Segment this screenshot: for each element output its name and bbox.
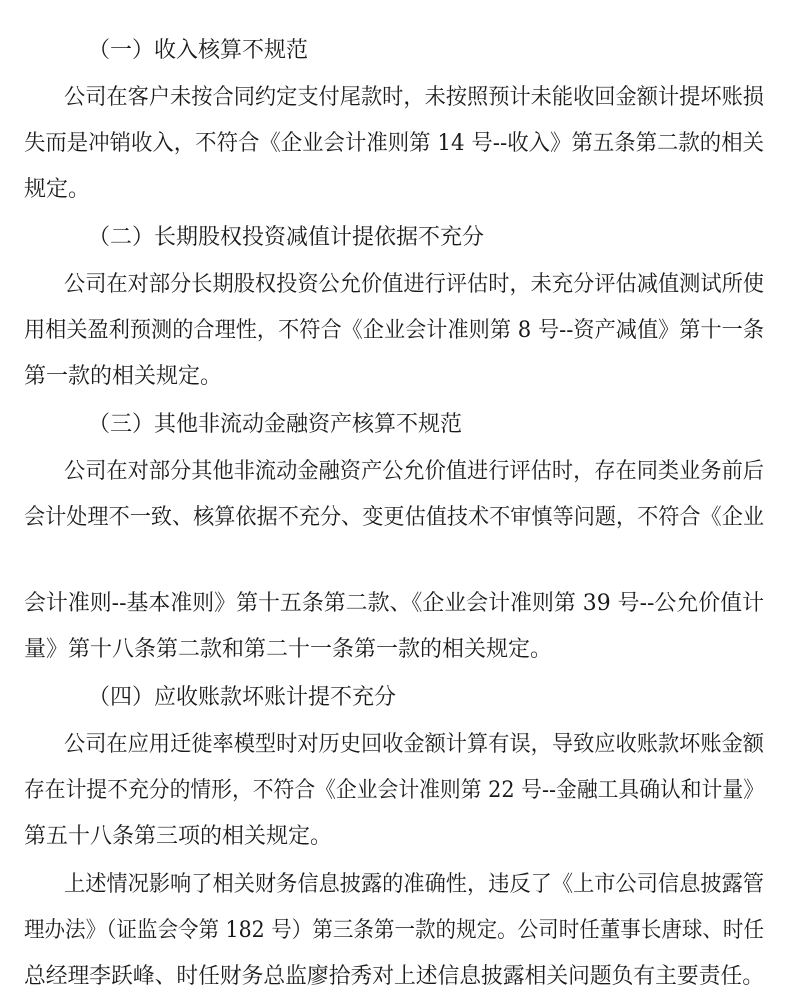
paragraph-line: 规定。 <box>24 177 91 202</box>
paragraph-line: 理办法》（证监会令第 182 号）第三条第一款的规定。公司时任董事长唐球、时任 <box>24 918 764 943</box>
paragraph-line: 量》第十八条第二款和第二十一条第一款的相关规定。 <box>24 637 553 662</box>
paragraph-line: 公司在对部分其他非流动金融资产公允价值进行评估时，存在同类业务前后 <box>64 459 764 484</box>
paragraph-line: 用相关盈利预测的合理性，不符合《企业会计准则第 8 号--资产减值》第十一条 <box>24 318 764 343</box>
paragraph-line: 会计处理不一致、核算依据不充分、变更估值技术不审慎等问题，不符合《企业 <box>24 505 764 530</box>
paragraph-line: 公司在对部分长期股权投资公允价值进行评估时，未充分评估减值测试所使 <box>64 272 764 297</box>
paragraph-line: 会计准则--基本准则》第十五条第二款、《企业会计准则第 39 号--公允价值计 <box>24 591 764 616</box>
section-heading-2: （二）长期股权投资减值计提依据不充分 <box>88 225 485 250</box>
section-heading-3: （三）其他非流动金融资产核算不规范 <box>88 412 463 437</box>
paragraph-line: 第一款的相关规定。 <box>24 364 223 389</box>
paragraph-line: 公司在应用迁徙率模型时对历史回收金额计算有误，导致应收账款坏账金额 <box>64 732 764 757</box>
paragraph-line: 第五十八条第三项的相关规定。 <box>24 824 333 849</box>
paragraph-line: 失而是冲销收入，不符合《企业会计准则第 14 号--收入》第五条第二款的相关 <box>24 131 764 156</box>
paragraph-line: 总经理李跃峰、时任财务总监廖拾秀对上述信息披露相关问题负有主要责任。 <box>24 964 764 989</box>
paragraph-line: 上述情况影响了相关财务信息披露的准确性，违反了《上市公司信息披露管 <box>64 872 764 897</box>
section-heading-4: （四）应收账款坏账计提不充分 <box>88 685 397 710</box>
paragraph-line: 公司在客户未按合同约定支付尾款时，未按照预计未能收回金额计提坏账损 <box>64 85 764 110</box>
paragraph-line: 存在计提不充分的情形，不符合《企业会计准则第 22 号--金融工具确认和计量》 <box>24 778 764 803</box>
section-heading-1: （一）收入核算不规范 <box>88 38 309 63</box>
